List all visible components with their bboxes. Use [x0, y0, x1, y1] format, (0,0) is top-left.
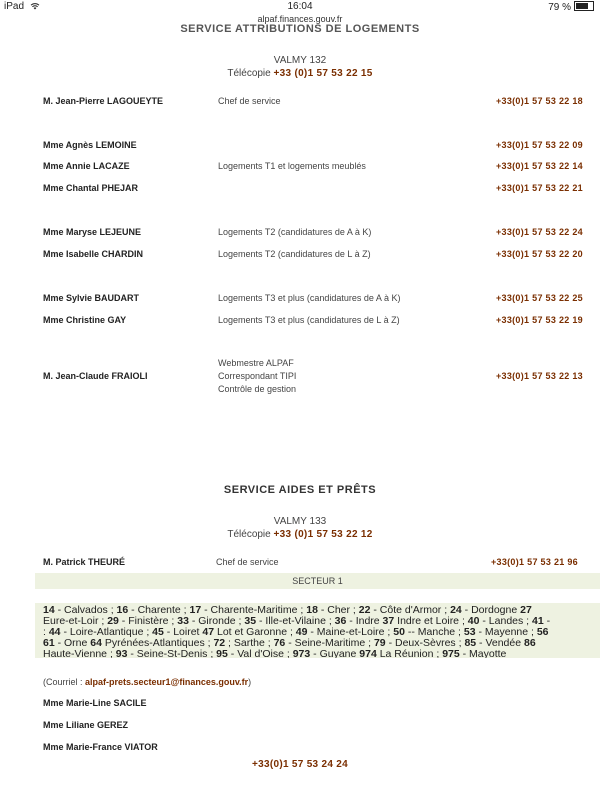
member-name: Mme Marie-France VIATOR — [43, 742, 158, 752]
staff-phone[interactable]: +33(0)1 57 53 22 13 — [495, 371, 583, 381]
department-code: 93 — [115, 648, 128, 658]
department-name: - Deux-Sèvres ; — [385, 637, 465, 649]
department-name: - Vendée — [476, 637, 524, 649]
staff-phone[interactable]: +33(0)1 57 53 22 25 — [495, 293, 583, 303]
department-name: Eure-et-Loir ; — [43, 615, 108, 627]
department-name: : — [43, 626, 49, 638]
staff-phone[interactable]: +33(0)1 57 53 22 20 — [495, 249, 583, 259]
department-code: 49 — [295, 626, 308, 638]
section2-fax: Télécopie +33 (0)1 57 53 22 12 — [227, 529, 373, 540]
department-code: 27 — [520, 604, 532, 616]
status-bar — [0, 0, 600, 14]
department-name: - Mayenne ; — [475, 626, 537, 638]
department-code: 41 — [532, 615, 544, 627]
department-code: 17 — [189, 604, 202, 616]
staff-row — [0, 96, 600, 108]
department-name: ; Sarthe ; — [225, 637, 274, 649]
department-name: Haute-Vienne ; — [43, 648, 116, 658]
section1-building: VALMY 132 — [273, 55, 327, 66]
department-name: - Ille-et-Vilaine ; — [256, 615, 335, 627]
department-name: -- Manche ; — [404, 626, 464, 638]
staff-name: Mme Chantal PHEJAR — [43, 183, 139, 193]
department-code: 64 — [90, 637, 102, 649]
department-name: Indre et Loire ; — [394, 615, 468, 627]
battery-icon — [574, 1, 594, 11]
department-code: 22 — [358, 604, 371, 616]
department-code: 47 — [202, 626, 215, 638]
staff-row — [0, 227, 600, 239]
staff-name: M. Jean-Pierre LAGOUEYTE — [43, 96, 164, 106]
department-code: 61 — [43, 637, 55, 649]
department-code: 86 — [524, 637, 536, 649]
secteur-bar: SECTEUR 1 — [35, 573, 600, 589]
department-code: 14 — [43, 604, 55, 616]
department-code: 973 — [292, 648, 311, 658]
section-attributions-title: SERVICE ATTRIBUTIONS DE LOGEMENTS — [180, 23, 420, 32]
section1-fax: Télécopie +33 (0)1 57 53 22 15 — [227, 68, 373, 79]
head-name: M. Patrick THEURÉ — [43, 557, 126, 567]
department-code: 79 — [373, 637, 386, 649]
department-name: - Seine-Maritime ; — [285, 637, 374, 649]
status-time: 16:04 — [287, 1, 313, 12]
department-name: - Guyane — [310, 648, 360, 658]
staff-row — [0, 140, 600, 152]
staff-phone[interactable]: +33(0)1 57 53 22 18 — [495, 96, 583, 106]
staff-role: Contrôle de gestion — [218, 384, 297, 394]
staff-role: Logements T3 et plus (candidatures de A à K) — [218, 293, 401, 303]
staff-name: Mme Christine GAY — [43, 315, 127, 325]
staff-phone[interactable]: +33(0)1 57 53 22 09 — [495, 140, 583, 150]
department-name: - Landes ; — [479, 615, 532, 627]
department-code: 40 — [467, 615, 480, 627]
staff-name: Mme Sylvie BAUDART — [43, 293, 140, 303]
staff-phone[interactable]: +33(0)1 57 53 22 24 — [495, 227, 583, 237]
staff-role: Correspondant TIPI — [218, 371, 297, 381]
battery-status: 79 % — [548, 1, 594, 13]
department-code: 24 — [450, 604, 462, 616]
department-name: - Cher ; — [317, 604, 359, 616]
department-name: Lot et Garonne ; — [214, 626, 296, 638]
section1-fax-number[interactable]: +33 (0)1 57 53 22 15 — [273, 68, 373, 79]
staff-row — [0, 183, 600, 195]
department-line — [43, 648, 506, 658]
department-code: 16 — [116, 604, 129, 616]
staff-phone[interactable]: +33(0)1 57 53 22 19 — [495, 315, 583, 325]
member-name: Mme Liliane GEREZ — [43, 720, 129, 730]
courriel-email-link[interactable]: alpaf-prets.secteur1@finances.gouv.fr — [85, 677, 249, 687]
staff-role: Logements T2 (candidatures de L à Z) — [218, 249, 371, 259]
department-code: 56 — [536, 626, 549, 638]
department-name: - Maine-et-Loire ; — [307, 626, 394, 638]
staff-row — [0, 315, 600, 327]
section2-building: VALMY 133 — [273, 516, 327, 527]
staff-role: Logements T3 et plus (candidatures de L à Z) — [218, 315, 400, 325]
department-code: 45 — [152, 626, 164, 638]
department-name: La Réunion ; — [376, 648, 443, 658]
staff-name: Mme Annie LACAZE — [43, 161, 130, 171]
section2-fax-number[interactable]: +33 (0)1 57 53 22 12 — [273, 529, 373, 540]
staff-row — [0, 249, 600, 261]
staff-row — [0, 371, 600, 383]
department-name: - — [543, 615, 551, 627]
department-code: 50 — [393, 626, 405, 638]
department-name: - Finistère ; — [118, 615, 178, 627]
head-phone[interactable]: +33(0)1 57 53 21 96 — [490, 557, 578, 567]
department-name: - Charente-Maritime ; — [201, 604, 307, 616]
department-code: 29 — [107, 615, 119, 627]
department-name: - Dordogne — [461, 604, 521, 616]
department-name: - Côte d'Armor ; — [370, 604, 451, 616]
department-name: - Loire-Atlantique ; — [60, 626, 153, 638]
head-row — [0, 557, 600, 569]
staff-name: M. Jean-Claude FRAIOLI — [43, 371, 148, 381]
department-name: - Indre — [346, 615, 383, 627]
department-code: 35 — [244, 615, 257, 627]
department-code: 975 — [442, 648, 460, 658]
staff-phone[interactable]: +33(0)1 57 53 22 21 — [495, 183, 583, 193]
shared-phone[interactable]: +33(0)1 57 53 24 24 — [251, 759, 349, 770]
department-code: 44 — [48, 626, 61, 638]
url-bar[interactable]: alpaf.finances.gouv.fr — [257, 14, 343, 24]
department-name: - Orne — [54, 637, 91, 649]
staff-phone[interactable]: +33(0)1 57 53 22 14 — [495, 161, 583, 171]
head-role: Chef de service — [216, 557, 279, 567]
member-name: Mme Marie-Line SACILE — [43, 698, 147, 708]
device-label: iPad — [4, 1, 40, 12]
staff-role: Logements T2 (candidatures de A à K) — [218, 227, 372, 237]
staff-name: Mme Agnès LEMOINE — [43, 140, 137, 150]
department-code: 33 — [177, 615, 189, 627]
department-code: 85 — [464, 637, 477, 649]
department-name: - Loiret — [163, 626, 203, 638]
staff-role: Chef de service — [218, 96, 281, 106]
department-name: - Gironde ; — [188, 615, 245, 627]
staff-name: Mme Maryse LEJEUNE — [43, 227, 142, 237]
department-name: - Calvados ; — [54, 604, 117, 616]
department-code: 76 — [273, 637, 286, 649]
department-name: - Seine-St-Denis ; — [127, 648, 217, 658]
department-code: 18 — [306, 604, 318, 616]
staff-row — [0, 161, 600, 173]
staff-role: Webmestre ALPAF — [218, 358, 294, 368]
department-list — [35, 603, 600, 658]
department-code: 37 — [382, 615, 395, 627]
department-code: 53 — [463, 626, 476, 638]
department-name: Pyrénées-Atlantiques ; — [101, 637, 214, 649]
department-name: - Val d'Oise ; — [227, 648, 293, 658]
department-code: 36 — [334, 615, 347, 627]
staff-name: Mme Isabelle CHARDIN — [43, 249, 144, 259]
department-code: 72 — [213, 637, 226, 649]
staff-role: Logements T1 et logements meublés — [218, 161, 366, 171]
department-name: - Charente ; — [128, 604, 190, 616]
courriel-line: (Courriel : alpaf-prets.secteur1@finances.gouv.fr) — [43, 677, 252, 687]
department-name: - Mayotte — [459, 648, 507, 658]
department-code: 974 — [359, 648, 377, 658]
department-code: 95 — [216, 648, 228, 658]
section-aides-title: SERVICE AIDES ET PRÊTS — [223, 484, 377, 496]
staff-row — [0, 293, 600, 305]
